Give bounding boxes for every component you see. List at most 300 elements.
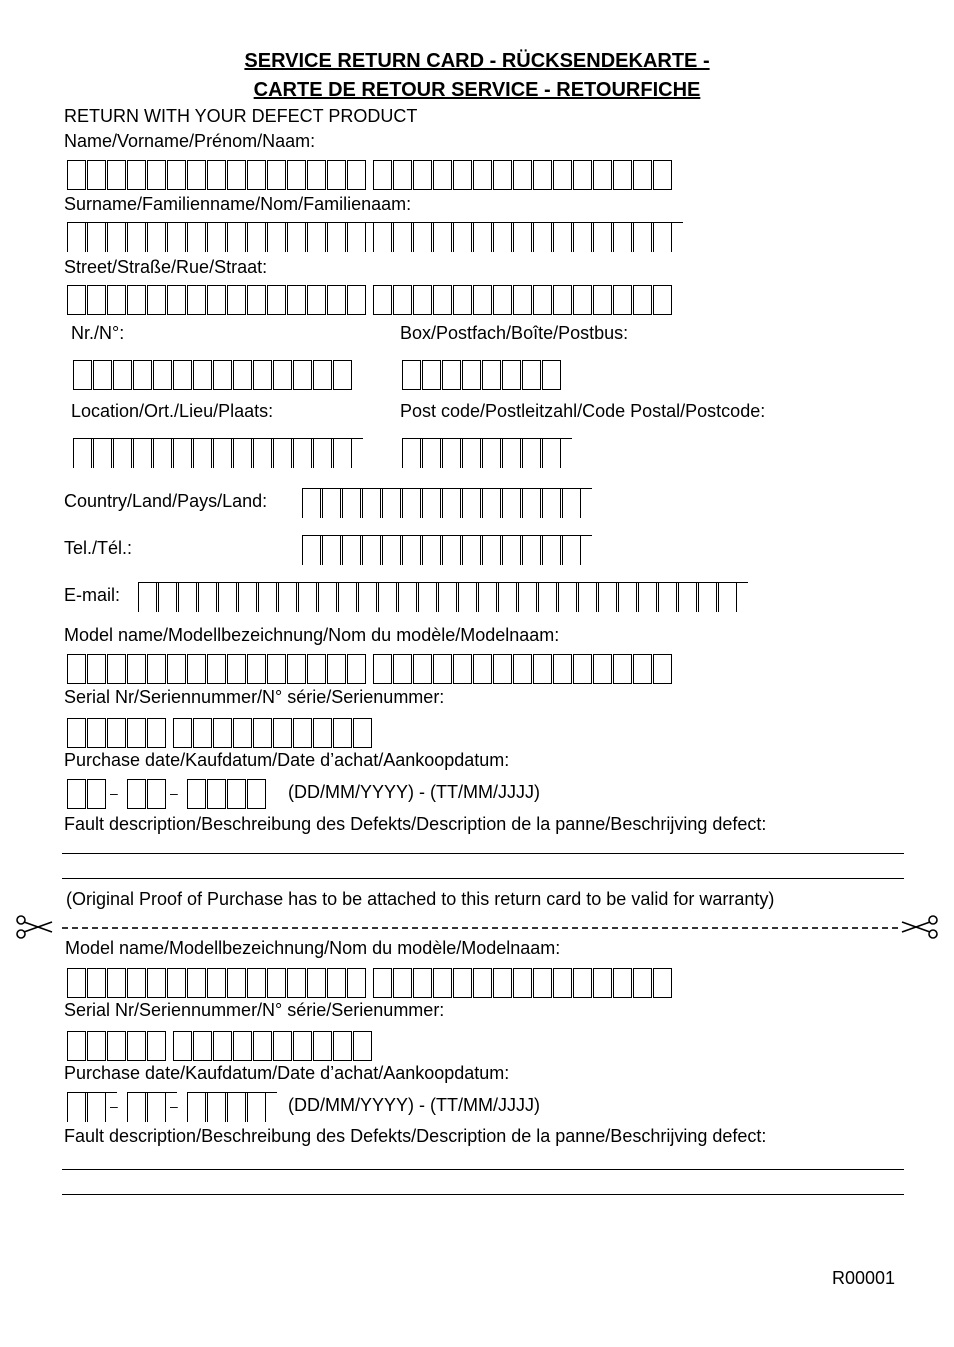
char-box[interactable] — [87, 160, 106, 190]
char-box[interactable] — [413, 285, 432, 315]
char-box[interactable] — [167, 654, 186, 684]
char-box[interactable] — [293, 360, 312, 390]
char-box[interactable] — [653, 968, 672, 998]
char-box[interactable] — [658, 582, 677, 612]
char-box[interactable] — [347, 285, 366, 315]
char-box[interactable] — [413, 160, 432, 190]
surname-field[interactable] — [67, 222, 674, 252]
char-box[interactable] — [347, 160, 366, 190]
char-box[interactable] — [558, 582, 577, 612]
char-box[interactable] — [653, 222, 672, 252]
char-box[interactable] — [493, 160, 512, 190]
char-box[interactable] — [302, 535, 321, 565]
fault-line[interactable] — [62, 878, 904, 879]
char-box[interactable] — [593, 654, 612, 684]
char-box[interactable] — [653, 285, 672, 315]
char-box[interactable] — [87, 779, 106, 809]
char-box[interactable] — [533, 654, 552, 684]
char-box[interactable] — [502, 360, 521, 390]
char-box[interactable] — [73, 438, 92, 468]
char-box[interactable] — [107, 222, 126, 252]
char-box[interactable] — [233, 360, 252, 390]
char-box[interactable] — [227, 222, 246, 252]
purchase-month-field-copy[interactable] — [127, 1092, 168, 1122]
char-box[interactable] — [193, 1031, 212, 1061]
char-box[interactable] — [193, 718, 212, 748]
char-box[interactable] — [147, 1092, 166, 1122]
char-box[interactable] — [578, 582, 597, 612]
char-box[interactable] — [327, 654, 346, 684]
char-box[interactable] — [213, 360, 232, 390]
char-box[interactable] — [147, 968, 166, 998]
char-box[interactable] — [482, 488, 501, 518]
char-box[interactable] — [373, 968, 392, 998]
char-box[interactable] — [493, 654, 512, 684]
char-box[interactable] — [327, 285, 346, 315]
char-box[interactable] — [287, 160, 306, 190]
char-box[interactable] — [247, 654, 266, 684]
char-box[interactable] — [613, 654, 632, 684]
char-box[interactable] — [553, 968, 572, 998]
name-field[interactable] — [67, 160, 674, 190]
char-box[interactable] — [382, 488, 401, 518]
char-box[interactable] — [422, 488, 441, 518]
char-box[interactable] — [187, 1092, 206, 1122]
char-box[interactable] — [518, 582, 537, 612]
char-box[interactable] — [227, 654, 246, 684]
purchase-month-field[interactable] — [127, 779, 168, 809]
char-box[interactable] — [167, 968, 186, 998]
char-box[interactable] — [127, 222, 146, 252]
char-box[interactable] — [522, 535, 541, 565]
char-box[interactable] — [147, 222, 166, 252]
char-box[interactable] — [147, 1031, 166, 1061]
char-box[interactable] — [613, 968, 632, 998]
char-box[interactable] — [482, 360, 501, 390]
char-box[interactable] — [67, 779, 86, 809]
char-box[interactable] — [247, 1092, 266, 1122]
street-field[interactable] — [67, 285, 674, 315]
char-box[interactable] — [378, 582, 397, 612]
box-field[interactable] — [402, 360, 563, 390]
char-box[interactable] — [107, 654, 126, 684]
serial-field-copy[interactable] — [67, 1031, 374, 1061]
char-box[interactable] — [147, 160, 166, 190]
char-box[interactable] — [473, 222, 492, 252]
char-box[interactable] — [473, 968, 492, 998]
char-box[interactable] — [253, 360, 272, 390]
char-box[interactable] — [613, 285, 632, 315]
char-box[interactable] — [553, 285, 572, 315]
location-field[interactable] — [73, 438, 354, 468]
char-box[interactable] — [593, 968, 612, 998]
char-box[interactable] — [493, 222, 512, 252]
char-box[interactable] — [313, 438, 332, 468]
char-box[interactable] — [393, 968, 412, 998]
char-box[interactable] — [438, 582, 457, 612]
purchase-day-field[interactable] — [67, 779, 108, 809]
char-box[interactable] — [253, 1031, 272, 1061]
char-box[interactable] — [67, 285, 86, 315]
char-box[interactable] — [718, 582, 737, 612]
char-box[interactable] — [638, 582, 657, 612]
char-box[interactable] — [327, 222, 346, 252]
country-field[interactable] — [302, 488, 583, 518]
char-box[interactable] — [127, 160, 146, 190]
char-box[interactable] — [653, 654, 672, 684]
char-box[interactable] — [258, 582, 277, 612]
fault-line-copy[interactable] — [62, 1194, 904, 1195]
char-box[interactable] — [173, 718, 192, 748]
char-box[interactable] — [338, 582, 357, 612]
char-box[interactable] — [107, 968, 126, 998]
char-box[interactable] — [573, 285, 592, 315]
char-box[interactable] — [158, 582, 177, 612]
char-box[interactable] — [413, 222, 432, 252]
char-box[interactable] — [147, 779, 166, 809]
char-box[interactable] — [107, 1031, 126, 1061]
char-box[interactable] — [573, 968, 592, 998]
char-box[interactable] — [473, 160, 492, 190]
char-box[interactable] — [453, 654, 472, 684]
char-box[interactable] — [402, 438, 421, 468]
char-box[interactable] — [127, 1031, 146, 1061]
purchase-day-field-copy[interactable] — [67, 1092, 108, 1122]
char-box[interactable] — [542, 438, 561, 468]
char-box[interactable] — [393, 160, 412, 190]
char-box[interactable] — [678, 582, 697, 612]
char-box[interactable] — [453, 160, 472, 190]
char-box[interactable] — [533, 160, 552, 190]
char-box[interactable] — [213, 1031, 232, 1061]
char-box[interactable] — [373, 654, 392, 684]
char-box[interactable] — [322, 488, 341, 518]
char-box[interactable] — [393, 285, 412, 315]
char-box[interactable] — [633, 285, 652, 315]
char-box[interactable] — [593, 160, 612, 190]
char-box[interactable] — [373, 285, 392, 315]
char-box[interactable] — [598, 582, 617, 612]
char-box[interactable] — [542, 535, 561, 565]
char-box[interactable] — [87, 654, 106, 684]
char-box[interactable] — [293, 718, 312, 748]
char-box[interactable] — [207, 222, 226, 252]
char-box[interactable] — [482, 438, 501, 468]
char-box[interactable] — [347, 968, 366, 998]
char-box[interactable] — [322, 535, 341, 565]
model-field-copy[interactable] — [67, 968, 674, 998]
char-box[interactable] — [422, 535, 441, 565]
char-box[interactable] — [87, 1031, 106, 1061]
char-box[interactable] — [107, 718, 126, 748]
char-box[interactable] — [513, 654, 532, 684]
char-box[interactable] — [173, 360, 192, 390]
char-box[interactable] — [213, 718, 232, 748]
char-box[interactable] — [373, 160, 392, 190]
char-box[interactable] — [207, 779, 226, 809]
char-box[interactable] — [93, 360, 112, 390]
char-box[interactable] — [573, 654, 592, 684]
char-box[interactable] — [353, 718, 372, 748]
char-box[interactable] — [342, 535, 361, 565]
char-box[interactable] — [67, 1031, 86, 1061]
char-box[interactable] — [287, 222, 306, 252]
char-box[interactable] — [107, 285, 126, 315]
char-box[interactable] — [187, 654, 206, 684]
char-box[interactable] — [362, 488, 381, 518]
nr-field[interactable] — [73, 360, 354, 390]
char-box[interactable] — [393, 654, 412, 684]
char-box[interactable] — [442, 488, 461, 518]
char-box[interactable] — [187, 285, 206, 315]
char-box[interactable] — [193, 438, 212, 468]
char-box[interactable] — [462, 535, 481, 565]
char-box[interactable] — [562, 488, 581, 518]
char-box[interactable] — [542, 488, 561, 518]
char-box[interactable] — [533, 222, 552, 252]
char-box[interactable] — [327, 968, 346, 998]
char-box[interactable] — [502, 535, 521, 565]
char-box[interactable] — [178, 582, 197, 612]
char-box[interactable] — [193, 360, 212, 390]
char-box[interactable] — [433, 222, 452, 252]
char-box[interactable] — [453, 285, 472, 315]
char-box[interactable] — [167, 222, 186, 252]
char-box[interactable] — [227, 285, 246, 315]
postcode-field[interactable] — [402, 438, 563, 468]
char-box[interactable] — [442, 438, 461, 468]
char-box[interactable] — [87, 222, 106, 252]
char-box[interactable] — [153, 360, 172, 390]
char-box[interactable] — [433, 285, 452, 315]
char-box[interactable] — [267, 654, 286, 684]
char-box[interactable] — [498, 582, 517, 612]
char-box[interactable] — [267, 285, 286, 315]
char-box[interactable] — [253, 438, 272, 468]
char-box[interactable] — [247, 779, 266, 809]
char-box[interactable] — [207, 285, 226, 315]
char-box[interactable] — [233, 1031, 252, 1061]
char-box[interactable] — [267, 160, 286, 190]
char-box[interactable] — [542, 360, 561, 390]
char-box[interactable] — [233, 438, 252, 468]
char-box[interactable] — [442, 360, 461, 390]
char-box[interactable] — [127, 1092, 146, 1122]
char-box[interactable] — [133, 360, 152, 390]
char-box[interactable] — [147, 654, 166, 684]
purchase-year-field-copy[interactable] — [187, 1092, 268, 1122]
char-box[interactable] — [453, 222, 472, 252]
char-box[interactable] — [347, 222, 366, 252]
char-box[interactable] — [67, 718, 86, 748]
char-box[interactable] — [433, 654, 452, 684]
char-box[interactable] — [307, 654, 326, 684]
char-box[interactable] — [87, 285, 106, 315]
char-box[interactable] — [253, 718, 272, 748]
char-box[interactable] — [127, 779, 146, 809]
char-box[interactable] — [342, 488, 361, 518]
char-box[interactable] — [287, 654, 306, 684]
char-box[interactable] — [522, 438, 541, 468]
char-box[interactable] — [87, 1092, 106, 1122]
char-box[interactable] — [147, 718, 166, 748]
char-box[interactable] — [573, 222, 592, 252]
char-box[interactable] — [127, 718, 146, 748]
char-box[interactable] — [618, 582, 637, 612]
char-box[interactable] — [398, 582, 417, 612]
char-box[interactable] — [67, 1092, 86, 1122]
char-box[interactable] — [462, 488, 481, 518]
char-box[interactable] — [513, 222, 532, 252]
char-box[interactable] — [493, 968, 512, 998]
char-box[interactable] — [107, 160, 126, 190]
email-field[interactable] — [138, 582, 739, 612]
char-box[interactable] — [93, 438, 112, 468]
char-box[interactable] — [502, 438, 521, 468]
char-box[interactable] — [473, 285, 492, 315]
char-box[interactable] — [593, 285, 612, 315]
tel-field[interactable] — [302, 535, 583, 565]
char-box[interactable] — [207, 1092, 226, 1122]
char-box[interactable] — [127, 285, 146, 315]
char-box[interactable] — [133, 438, 152, 468]
char-box[interactable] — [573, 160, 592, 190]
char-box[interactable] — [453, 968, 472, 998]
char-box[interactable] — [513, 968, 532, 998]
char-box[interactable] — [207, 968, 226, 998]
char-box[interactable] — [113, 438, 132, 468]
char-box[interactable] — [273, 1031, 292, 1061]
char-box[interactable] — [482, 535, 501, 565]
char-box[interactable] — [502, 488, 521, 518]
char-box[interactable] — [127, 968, 146, 998]
char-box[interactable] — [273, 718, 292, 748]
char-box[interactable] — [173, 438, 192, 468]
char-box[interactable] — [402, 488, 421, 518]
char-box[interactable] — [227, 160, 246, 190]
char-box[interactable] — [478, 582, 497, 612]
char-box[interactable] — [233, 718, 252, 748]
char-box[interactable] — [522, 488, 541, 518]
char-box[interactable] — [307, 222, 326, 252]
char-box[interactable] — [633, 160, 652, 190]
char-box[interactable] — [493, 285, 512, 315]
char-box[interactable] — [313, 718, 332, 748]
char-box[interactable] — [327, 160, 346, 190]
char-box[interactable] — [633, 654, 652, 684]
char-box[interactable] — [167, 160, 186, 190]
char-box[interactable] — [422, 438, 441, 468]
char-box[interactable] — [273, 438, 292, 468]
char-box[interactable] — [247, 968, 266, 998]
purchase-year-field[interactable] — [187, 779, 268, 809]
char-box[interactable] — [593, 222, 612, 252]
char-box[interactable] — [613, 222, 632, 252]
char-box[interactable] — [533, 285, 552, 315]
char-box[interactable] — [513, 160, 532, 190]
char-box[interactable] — [278, 582, 297, 612]
char-box[interactable] — [73, 360, 92, 390]
char-box[interactable] — [513, 285, 532, 315]
char-box[interactable] — [213, 438, 232, 468]
char-box[interactable] — [187, 968, 206, 998]
char-box[interactable] — [227, 968, 246, 998]
char-box[interactable] — [402, 535, 421, 565]
char-box[interactable] — [402, 360, 421, 390]
char-box[interactable] — [247, 285, 266, 315]
char-box[interactable] — [287, 285, 306, 315]
serial-field[interactable] — [67, 718, 374, 748]
char-box[interactable] — [127, 654, 146, 684]
char-box[interactable] — [173, 1031, 192, 1061]
char-box[interactable] — [247, 160, 266, 190]
char-box[interactable] — [347, 654, 366, 684]
char-box[interactable] — [307, 285, 326, 315]
char-box[interactable] — [318, 582, 337, 612]
char-box[interactable] — [293, 1031, 312, 1061]
char-box[interactable] — [138, 582, 157, 612]
char-box[interactable] — [358, 582, 377, 612]
char-box[interactable] — [522, 360, 541, 390]
char-box[interactable] — [227, 1092, 246, 1122]
model-field[interactable] — [67, 654, 674, 684]
char-box[interactable] — [333, 718, 352, 748]
char-box[interactable] — [473, 654, 492, 684]
char-box[interactable] — [422, 360, 441, 390]
char-box[interactable] — [333, 1031, 352, 1061]
char-box[interactable] — [633, 222, 652, 252]
char-box[interactable] — [307, 968, 326, 998]
char-box[interactable] — [538, 582, 557, 612]
char-box[interactable] — [87, 718, 106, 748]
char-box[interactable] — [267, 968, 286, 998]
char-box[interactable] — [333, 360, 352, 390]
char-box[interactable] — [287, 968, 306, 998]
char-box[interactable] — [187, 779, 206, 809]
char-box[interactable] — [553, 654, 572, 684]
char-box[interactable] — [333, 438, 352, 468]
char-box[interactable] — [298, 582, 317, 612]
char-box[interactable] — [307, 160, 326, 190]
char-box[interactable] — [247, 222, 266, 252]
char-box[interactable] — [313, 1031, 332, 1061]
char-box[interactable] — [562, 535, 581, 565]
char-box[interactable] — [698, 582, 717, 612]
char-box[interactable] — [442, 535, 461, 565]
char-box[interactable] — [393, 222, 412, 252]
char-box[interactable] — [227, 779, 246, 809]
char-box[interactable] — [67, 968, 86, 998]
char-box[interactable] — [433, 968, 452, 998]
char-box[interactable] — [147, 285, 166, 315]
fault-line[interactable] — [62, 853, 904, 854]
char-box[interactable] — [458, 582, 477, 612]
char-box[interactable] — [462, 438, 481, 468]
char-box[interactable] — [373, 222, 392, 252]
char-box[interactable] — [238, 582, 257, 612]
char-box[interactable] — [302, 488, 321, 518]
char-box[interactable] — [353, 1031, 372, 1061]
char-box[interactable] — [267, 222, 286, 252]
char-box[interactable] — [653, 160, 672, 190]
char-box[interactable] — [613, 160, 632, 190]
char-box[interactable] — [187, 160, 206, 190]
char-box[interactable] — [362, 535, 381, 565]
char-box[interactable] — [413, 968, 432, 998]
char-box[interactable] — [207, 160, 226, 190]
char-box[interactable] — [418, 582, 437, 612]
char-box[interactable] — [187, 222, 206, 252]
